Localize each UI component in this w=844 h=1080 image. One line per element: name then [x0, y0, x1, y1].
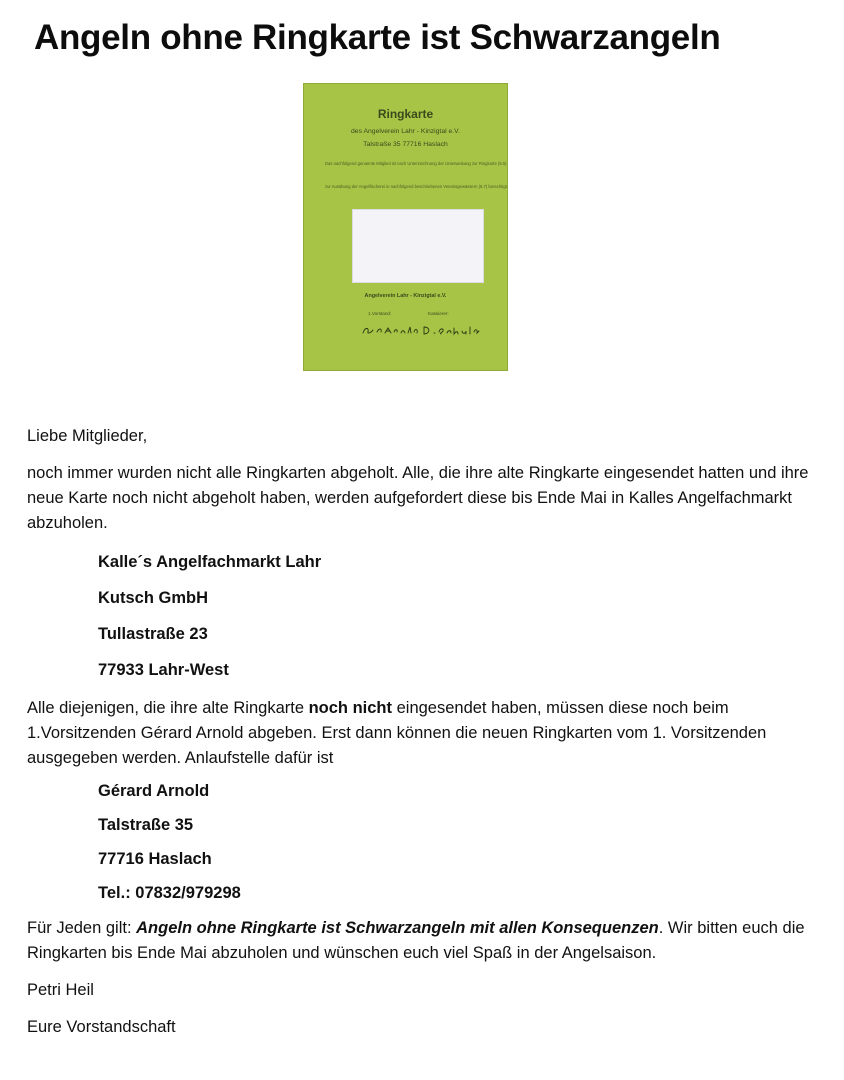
greeting: Liebe Mitglieder,	[27, 427, 148, 445]
paragraph-not-submitted: Alle diejenigen, die ihre alte Ringkarte noch nicht eingesendet haben, müssen diese noch beim 1.Vorsitzenden Gérard Arnold abgeben. Erst dann können die neuen Ringkarten vom 1. Vorsitzenden ausgegeben werden. Anlaufstelle dafür ist	[27, 699, 767, 767]
card-title: Ringkarte	[377, 107, 434, 121]
member-photo-box	[352, 209, 484, 283]
card-small-text-1: Das nachfolgend genannte Mitglied ist nach Unterzeichnung der Unterweisung zur Ringkarte (5.5)	[325, 161, 507, 166]
card-address: Talstraße 35 77716 Haslach	[363, 141, 448, 148]
card-small-text-2: zur Ausübung der Angelfischerei in nachfolgend beschriebenen Vereinsgewässern (5.7) berechtigt.	[325, 184, 508, 189]
paragraph-pickup-info: noch immer wurden nicht alle Ringkarten abgeholt. Alle, die ihre alte Ringkarte eingesendet hatten und ihre neue Karte noch nicht abgeholt haben, werden aufgefordert diese bis Ende Mai in Kalles Angelfachmarkt abzuholen.	[27, 464, 809, 532]
signature-treasurer	[421, 324, 481, 336]
closing-petri-heil: Petri Heil	[27, 981, 94, 999]
shop-street: Tullastraße 23	[98, 625, 208, 643]
shop-company: Kutsch GmbH	[98, 589, 209, 607]
emphasis-schwarzangeln: Angeln ohne Ringkarte ist Schwarzangeln mit allen Konsequenzen	[136, 919, 659, 937]
shop-city: 77933 Lahr-West	[98, 661, 229, 679]
card-role-chairman: 1.Vorstand:	[368, 311, 392, 316]
page-title: Angeln ohne Ringkarte ist Schwarzangeln	[34, 18, 721, 57]
card-footer: Angelverein Lahr - Kinzigtal e.V.	[364, 293, 447, 299]
paragraph-consequences: Für Jeden gilt: Angeln ohne Ringkarte ist Schwarzangeln mit allen Konsequenzen. Wir bitten euch die Ringkarten bis Ende Mai abzuholen und wünschen euch viel Spaß in der Angelsaison.	[27, 919, 805, 962]
card-association: des Angelverein Lahr - Kinzigtal e.V.	[351, 128, 460, 135]
card-role-treasurer: Kassierer:	[428, 311, 449, 316]
emphasis-noch-nicht: noch nicht	[308, 699, 393, 717]
closing-signature: Eure Vorstandschaft	[27, 1018, 176, 1036]
contact-phone: Tel.: 07832/979298	[98, 884, 241, 902]
ringkarte-photo	[303, 83, 508, 371]
contact-name: Gérard Arnold	[98, 782, 210, 800]
contact-city: 77716 Haslach	[98, 850, 212, 868]
signature-chairman	[361, 324, 421, 336]
shop-name: Kalle´s Angelfachmarkt Lahr	[98, 553, 322, 571]
contact-street: Talstraße 35	[98, 816, 194, 834]
